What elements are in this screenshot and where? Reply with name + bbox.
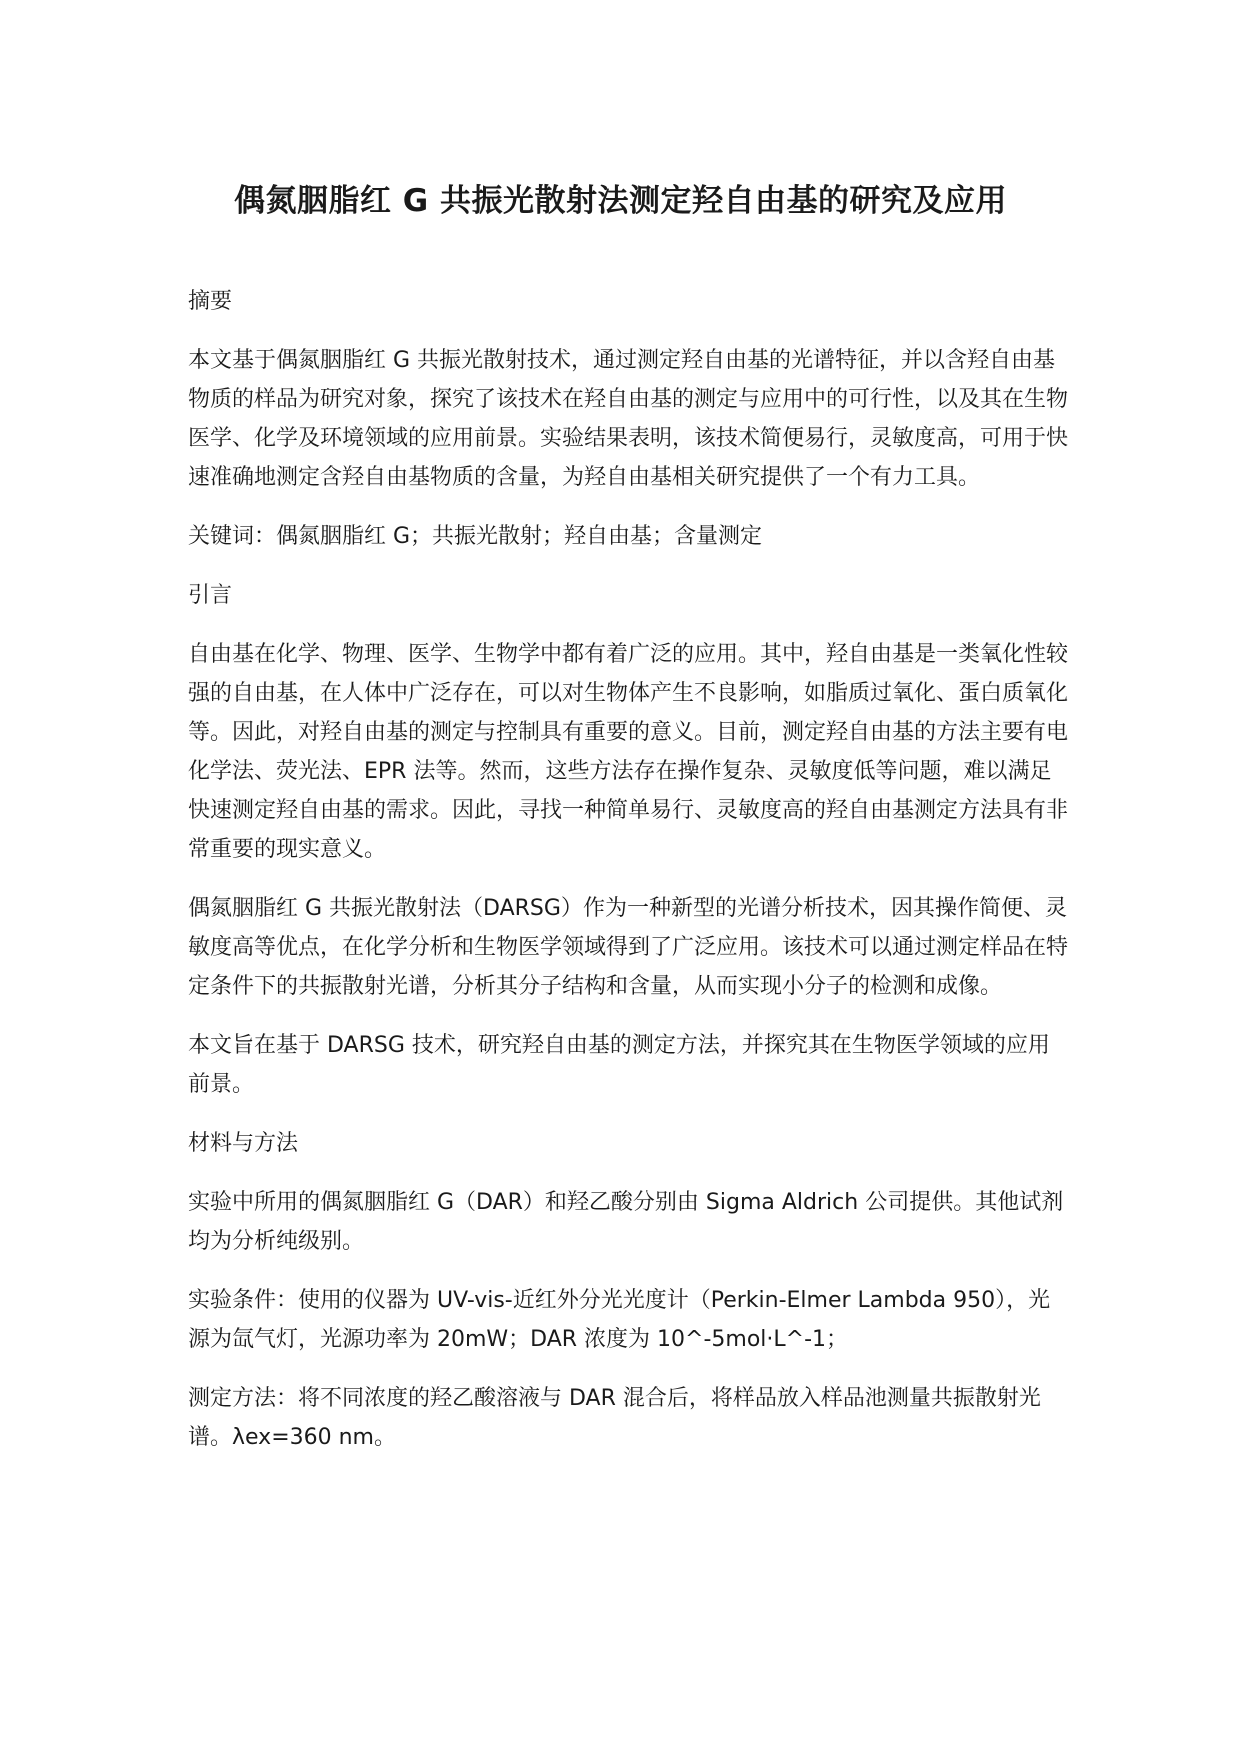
methods-paragraph-3: 测定方法：将不同浓度的羟乙酸溶液与 DAR 混合后，将样品放入样品池测量共振散射光谱。λex=360 nm。	[188, 1386, 1041, 1450]
introduction-paragraph-3: 本文旨在基于 DARSG 技术，研究羟自由基的测定方法，并探究其在生物医学领域的应用前景。	[188, 1033, 1050, 1097]
keywords-line: 关键词：偶氮胭脂红 G；共振光散射；羟自由基；含量测定	[188, 524, 763, 549]
abstract-paragraph: 本文基于偶氮胭脂红 G 共振光散射技术，通过测定羟自由基的光谱特征，并以含羟自由基物质的样品为研究对象，探究了该技术在羟自由基的测定与应用中的可行性，以及其在生物医学、化学及环境领域的应用前景。实验结果表明，该技术简便易行，灵敏度高，可用于快速准确地测定含羟自由基物质的含量，为羟自由基相关研究提供了一个有力工具。	[188, 348, 1069, 490]
methods-heading: 材料与方法	[188, 1131, 299, 1156]
abstract-heading: 摘要	[188, 289, 233, 314]
methods-paragraph-2: 实验条件：使用的仪器为 UV-vis-近红外分光光度计（Perkin-Elmer Lambda 950），光源为氙气灯，光源功率为 20mW；DAR 浓度为 10^-5mol·L^-1；	[188, 1288, 1051, 1352]
introduction-paragraph-2: 偶氮胭脂红 G 共振光散射法（DARSG）作为一种新型的光谱分析技术，因其操作简便、灵敏度高等优点，在化学分析和生物医学领域得到了广泛应用。该技术可以通过测定样品在特定条件下的共振散射光谱，分析其分子结构和含量，从而实现小分子的检测和成像。	[188, 896, 1069, 999]
introduction-heading: 引言	[188, 583, 233, 608]
methods-paragraph-1: 实验中所用的偶氮胭脂红 G（DAR）和羟乙酸分别由 Sigma Aldrich 公司提供。其他试剂均为分析纯级别。	[188, 1190, 1064, 1254]
introduction-paragraph-1: 自由基在化学、物理、医学、生物学中都有着广泛的应用。其中，羟自由基是一类氧化性较强的自由基，在人体中广泛存在，可以对生物体产生不良影响，如脂质过氧化、蛋白质氧化等。因此，对羟自由基的测定与控制具有重要的意义。目前，测定羟自由基的方法主要有电化学法、荧光法、EPR 法等。然而，这些方法存在操作复杂、灵敏度低等问题，难以满足快速测定羟自由基的需求。因此，寻找一种简单易行、灵敏度高的羟自由基测定方法具有非常重要的现实意义。	[188, 642, 1069, 862]
document-title: 偶氮胭脂红 G 共振光散射法测定羟自由基的研究及应用	[233, 183, 1008, 219]
document-body	[188, 282, 1068, 1477]
